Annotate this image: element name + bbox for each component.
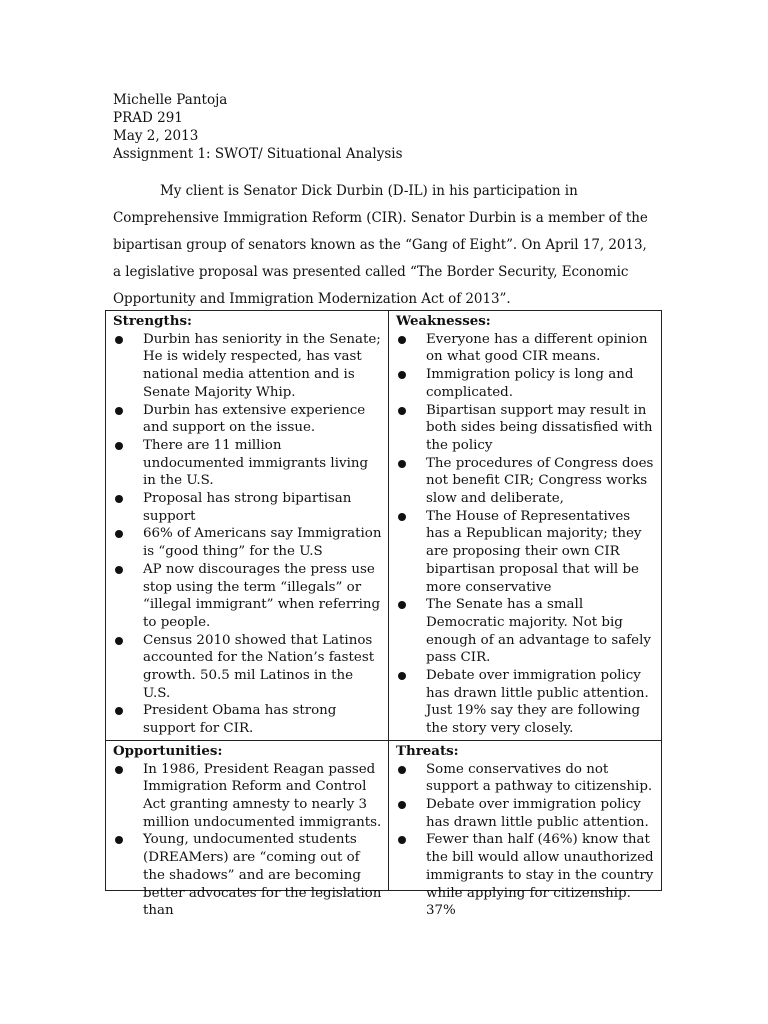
list-item: Durbin has seniority in the Senate; He is widely respected, has vast national media attention and is Senate Majority Whip.: [113, 331, 384, 402]
opportunities-list: [113, 761, 384, 920]
list-item: Young, undocumented students (DREAMers) are “coming out of the shadows” and are becoming better advocates for the legislation than: [113, 831, 384, 920]
opportunities-cell: [106, 740, 389, 919]
list-item: 66% of Americans say Immigration is “good thing” for the U.S: [113, 525, 384, 560]
opportunities-heading: Opportunities:: [113, 742, 223, 759]
list-item: There are 11 million undocumented immigrants living in the U.S.: [113, 437, 384, 490]
list-item: Immigration policy is long and complicated.: [396, 366, 657, 401]
course-code: PRAD 291: [113, 110, 183, 126]
weaknesses-list: [396, 331, 657, 738]
threats-heading: Threats:: [396, 742, 459, 759]
intro-paragraph: My client is Senator Dick Durbin (D-IL) in his participation in Comprehensive Immigration Reform (CIR). Senator Durbin is a member of the bipartisan group of senators known as the “Gang of Eight”. On April 17, 2013, a legislative proposal was presented called “The Border Security, Economic Opportunity and Immigration Modernization Act of 2013”.: [113, 183, 648, 307]
strengths-heading: Strengths:: [113, 313, 192, 329]
weaknesses-heading: Weaknesses:: [396, 313, 491, 329]
list-item: Fewer than half (46%) know that the bill would allow unauthorized immigrants to stay in the country while applying for citizenship. 37%: [396, 831, 657, 920]
list-item: Everyone has a different opinion on what good CIR means.: [396, 331, 657, 366]
weaknesses-cell: [389, 311, 662, 741]
list-item: AP now discourages the press use stop using the term “illegals” or “illegal immigrant” when referring to people.: [113, 561, 384, 632]
list-item: Proposal has strong bipartisan support: [113, 490, 384, 525]
strengths-list: [113, 331, 384, 738]
assignment-title: Assignment 1: SWOT/ Situational Analysis: [113, 146, 403, 162]
list-item: Some conservatives do not support a pathway to citizenship.: [396, 761, 657, 796]
list-item: Debate over immigration policy has drawn little public attention. Just 19% say they are following the story very closely.: [396, 667, 657, 738]
strengths-cell: [106, 311, 389, 741]
list-item: Durbin has extensive experience and support on the issue.: [113, 402, 384, 437]
list-item: Census 2010 showed that Latinos accounted for the Nation’s fastest growth. 50.5 mil Latinos in the U.S.: [113, 632, 384, 703]
document-date: May 2, 2013: [113, 128, 199, 144]
author-name: Michelle Pantoja: [113, 92, 228, 108]
threats-cell: [389, 740, 662, 919]
list-item: The procedures of Congress does not benefit CIR; Congress works slow and deliberate,: [396, 455, 657, 508]
threats-list: [396, 761, 657, 920]
list-item: Bipartisan support may result in both sides being dissatisfied with the policy: [396, 402, 657, 455]
swot-table: [105, 310, 662, 919]
list-item: The House of Representatives has a Republican majority; they are proposing their own CIR bipartisan proposal that will be more conservative: [396, 508, 657, 597]
list-item: Debate over immigration policy has drawn little public attention.: [396, 796, 657, 831]
list-item: President Obama has strong support for CIR.: [113, 702, 384, 737]
list-item: In 1986, President Reagan passed Immigration Reform and Control Act granting amnesty to nearly 3 million undocumented immigrants.: [113, 761, 384, 832]
document-header: [113, 91, 403, 163]
list-item: The Senate has a small Democratic majority. Not big enough of an advantage to safely pass CIR.: [396, 596, 657, 667]
